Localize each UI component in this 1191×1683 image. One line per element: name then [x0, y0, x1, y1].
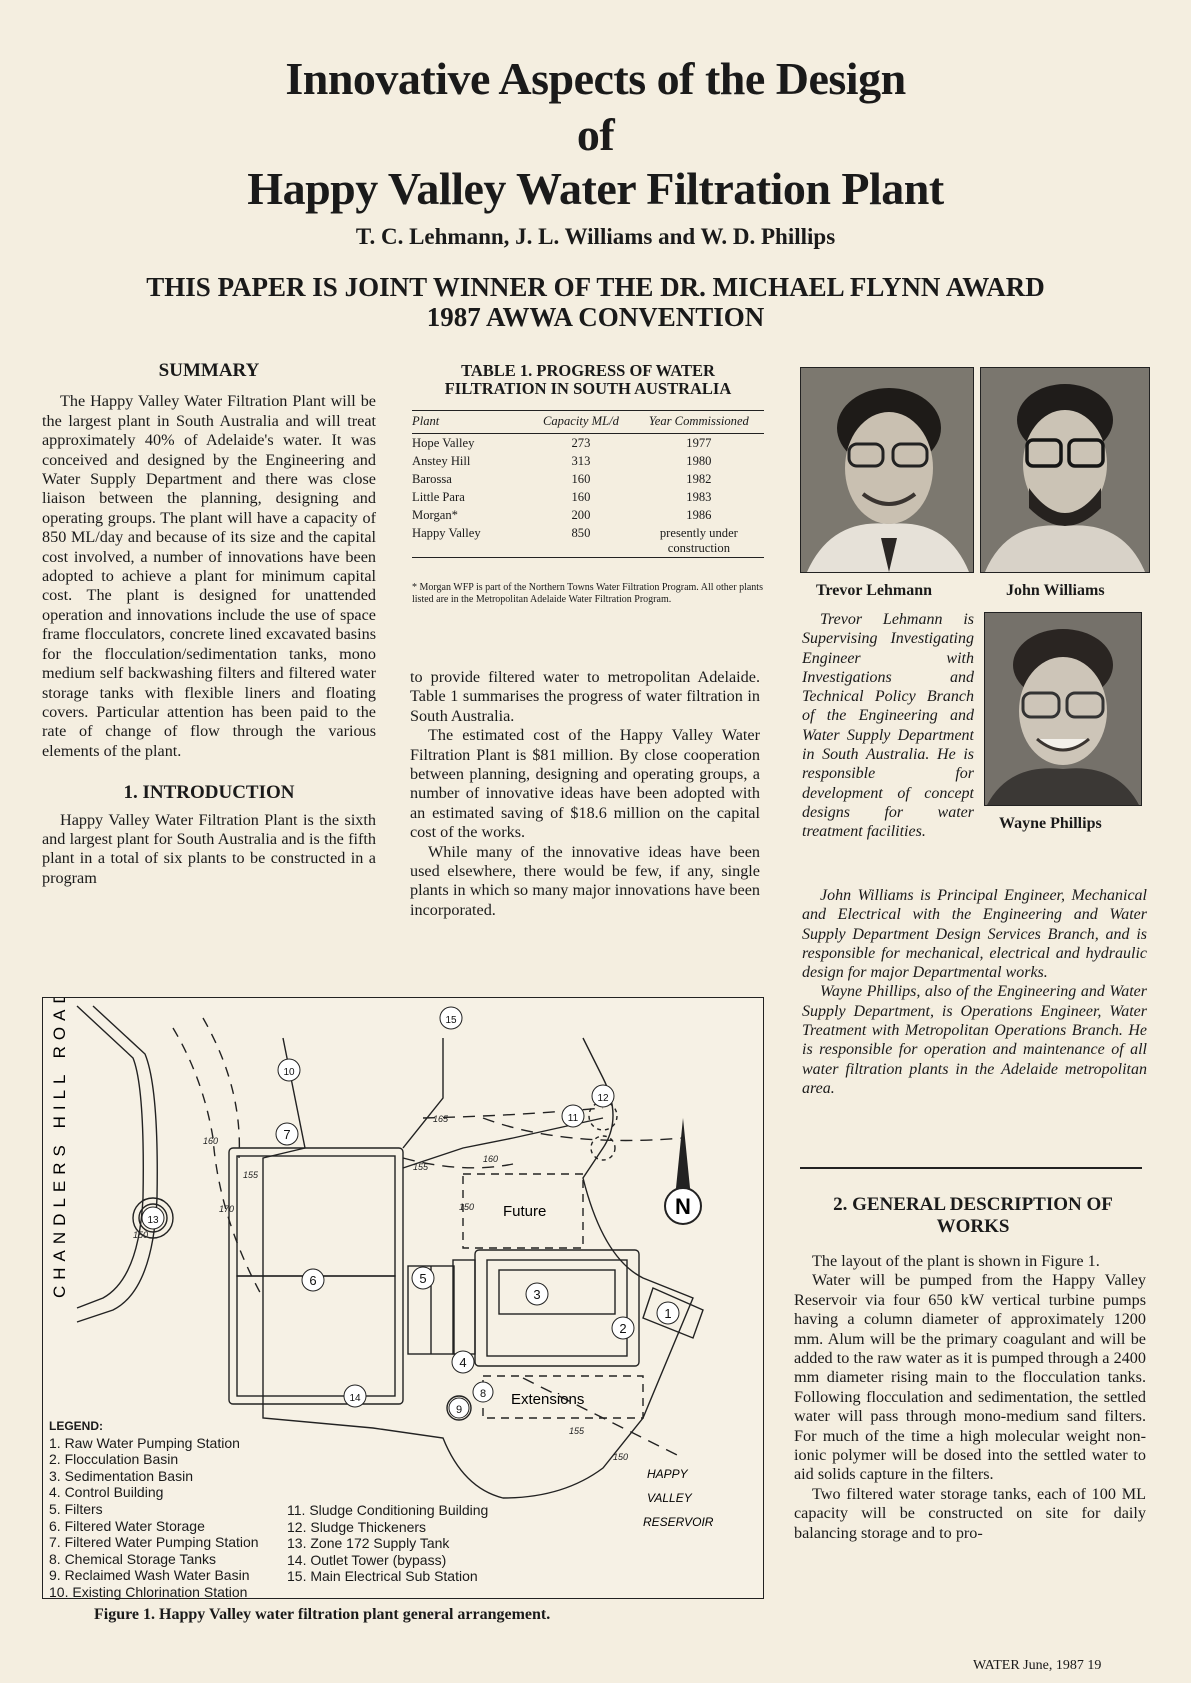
table-cell-plant: Hope Valley	[412, 435, 475, 450]
table-header-plant: Plant	[412, 411, 528, 434]
svg-text:2: 2	[619, 1321, 627, 1336]
col2-paragraph-3: While many of the innovative ideas have been used elsewhere, there would be few, if any, single plants in which so many major innovations have been incorporated.	[410, 842, 760, 919]
svg-text:6: 6	[309, 1273, 317, 1288]
table-cell-capacity: 200	[571, 507, 591, 522]
svg-text:5: 5	[419, 1271, 427, 1286]
photo-phillips	[984, 612, 1142, 806]
callout-15	[440, 1007, 462, 1029]
svg-text:15: 15	[445, 1015, 457, 1026]
legend-item: 4. Control Building	[49, 1484, 164, 1501]
table-cell-plant: Little Para	[412, 489, 465, 504]
callout-3	[526, 1283, 548, 1305]
table-header-row	[412, 411, 764, 434]
contour-label: 170	[219, 1204, 235, 1214]
table-cell-year: 1986	[686, 507, 712, 522]
table-row	[412, 452, 764, 470]
intro-heading: 1. INTRODUCTION	[123, 782, 295, 804]
portrait-phillips-image	[985, 613, 1141, 805]
legend-item: 12. Sludge Thickeners	[287, 1518, 427, 1535]
callout-7	[276, 1123, 298, 1145]
bio-lehmann-wrap	[802, 610, 974, 895]
figure-caption: Figure 1. Happy Valley water filtration plant general arrangement.	[94, 1606, 551, 1623]
svg-text:8: 8	[479, 1388, 487, 1400]
legend-item: 8. Chemical Storage Tanks	[49, 1550, 217, 1567]
table-cell-year: 1980	[686, 453, 712, 468]
callout-10	[278, 1059, 300, 1081]
column-1	[42, 360, 376, 888]
bio-lehmann: Trevor Lehmann is Supervising Investigating Engineer with Investigations and Technical Policy Branch of the Engineering and Water Supply Department in South Australia. He is responsible for development of concept designs for water treatment facilities.	[802, 611, 974, 841]
callout-6	[302, 1269, 324, 1291]
svg-text:7: 7	[283, 1127, 291, 1142]
page-footer: WATER June, 1987 19	[973, 1658, 1102, 1673]
contour-label: 160	[203, 1136, 219, 1146]
legend-item: 1. Raw Water Pumping Station	[49, 1434, 240, 1451]
legend-title: LEGEND:	[49, 1419, 103, 1433]
svg-text:1: 1	[664, 1306, 672, 1321]
contour-label: 150	[613, 1452, 629, 1462]
reservoir-label-3: RESERVOIR	[643, 1515, 714, 1529]
table-cell-plant: Happy Valley	[412, 524, 528, 558]
award-banner	[0, 272, 1191, 332]
reservoir-label-1: HAPPY	[647, 1467, 688, 1481]
legend-left	[49, 1418, 259, 1601]
authors: T. C. Lehmann, J. L. Williams and W. D. Phillips	[355, 224, 836, 249]
table-header-capacity: Capacity ML/d	[528, 411, 634, 434]
north-label: N	[675, 1194, 691, 1219]
contour-label: 155	[413, 1162, 429, 1172]
table-cell-capacity: 160	[571, 471, 591, 486]
contour-label: 155	[243, 1170, 259, 1180]
contour-label: 165	[433, 1114, 449, 1124]
figure-1-plan	[42, 997, 764, 1599]
contour-label: 160	[483, 1154, 499, 1164]
table-cell-year: 1983	[686, 489, 712, 504]
award-line-1: THIS PAPER IS JOINT WINNER OF THE DR. MICHAEL FLYNN AWARD	[146, 272, 1045, 302]
table-row	[412, 434, 764, 453]
legend-item: 11. Sludge Conditioning Building	[287, 1502, 489, 1518]
table-row	[412, 488, 764, 506]
contour-label: 150	[459, 1202, 475, 1212]
legend-item: 2. Flocculation Basin	[49, 1451, 179, 1468]
portrait-lehmann-image	[801, 368, 973, 572]
table-cell-plant: Anstey Hill	[412, 453, 471, 468]
svg-text:14: 14	[349, 1393, 361, 1404]
table-header-year: Year Commissioned	[634, 411, 764, 434]
table-cell-capacity: 160	[571, 489, 591, 504]
photo-lehmann	[800, 367, 974, 573]
table-row	[412, 470, 764, 488]
bio-phillips: Wayne Phillips, also of the Engineering and Water Supply Department, is Operations Engineer, Water Treatment with Metropolitan Operations Branch. He is responsible for operation and maintenance of all water filtration plants in the Adelaide metropolitan area.	[802, 983, 1147, 1097]
legend-item: 7. Filtered Water Pumping Station	[49, 1534, 259, 1551]
reservoir-label-2: VALLEY	[647, 1491, 692, 1505]
callout-9	[449, 1398, 469, 1418]
svg-text:9: 9	[455, 1404, 463, 1416]
table-title: TABLE 1. PROGRESS OF WATER FILTRATION IN SOUTH AUSTRALIA	[444, 361, 732, 398]
table-cell-year: presently under construction	[634, 524, 764, 558]
road-label: CHANDLERS HILL ROAD	[50, 998, 69, 1298]
callout-14	[344, 1385, 366, 1407]
legend-item: 15. Main Electrical Sub Station	[287, 1568, 478, 1585]
callout-5	[412, 1267, 434, 1289]
title-line-1: Innovative Aspects of the Design	[285, 53, 906, 104]
table-cell-plant: Barossa	[412, 471, 452, 486]
col2-paragraph-1: to provide filtered water to metropolitan Adelaide. Table 1 summarises the progress of water filtration in South Australia.	[410, 668, 760, 725]
table-cell-year: 1977	[686, 435, 712, 450]
general-paragraph-1: The layout of the plant is shown in Figure 1.	[812, 1252, 1100, 1270]
extensions-label: Extensions	[511, 1391, 585, 1408]
title-line-2: of	[576, 109, 615, 160]
column-3	[794, 1252, 1146, 1543]
svg-text:4: 4	[459, 1355, 467, 1370]
svg-text:10: 10	[283, 1067, 295, 1078]
bio-divider	[800, 1167, 1142, 1169]
legend-item: 9. Reclaimed Wash Water Basin	[49, 1567, 250, 1584]
svg-text:11: 11	[567, 1113, 579, 1124]
caption-phillips: Wayne Phillips	[999, 815, 1102, 832]
portrait-williams-image	[981, 368, 1149, 572]
callout-13	[142, 1207, 164, 1229]
general-heading: 2. GENERAL DESCRIPTION OF WORKS	[833, 1194, 1113, 1237]
legend-item: 5. Filters	[49, 1500, 103, 1517]
callout-1	[657, 1302, 679, 1324]
general-paragraph-2: Water will be pumped from the Happy Valley Reservoir via four 650 kW vertical turbine pumps having a column diameter of approximately 1200 mm. Alum will be the primary coagulant and will be added to the raw water as it is pumped through a 2400 mm diameter rising main to the flocculation tanks. Following flocculation and sedimentation, the settled water will pass through mono-medium sand filters. For much of the time a high molecular weight non-ionic polymer will be dosed into the settled water to aid solids capture in the filters.	[794, 1271, 1146, 1484]
intro-text: Happy Valley Water Filtration Plant is the sixth and largest plant for South Australia and is the fifth plant in a total of six plants to be constructed in a program	[42, 810, 376, 887]
bios-full-width	[802, 886, 1147, 1098]
callout-12	[592, 1085, 614, 1107]
legend-item: 3. Sedimentation Basin	[49, 1467, 193, 1484]
table-cell-capacity: 850	[528, 524, 634, 558]
table-cell-capacity: 273	[571, 435, 591, 450]
legend-item: 6. Filtered Water Storage	[49, 1517, 205, 1534]
callout-11	[562, 1105, 584, 1127]
general-paragraph-3: Two filtered water storage tanks, each of 100 ML capacity will be constructed on site for daily balancing storage and to pro-	[794, 1484, 1146, 1542]
svg-text:12: 12	[597, 1093, 609, 1104]
caption-williams: John Williams	[1006, 582, 1105, 599]
summary-text: The Happy Valley Water Filtration Plant will be the largest plant in South Australia and will treat approximately 40% of Adelaide's water. It was conceived and designed by the Engineering and Water Supply Department and there was close liaison between the planning, designing and operating groups. The plant will have a capacity of 850 ML/day and because of its size and the capital cost involved, a number of innovations have been adopted to achieve a plant for minimum capital cost. The plant is designed for unattended operation and innovations include the use of space frame flocculators, concrete lined excavated basins for the flocculation/sedimentation tanks, mono medium self backwashing filters and filtered water storage tanks with flexible liners and floating covers. Particular attention has been paid to the rate of change of flow through the various elements of the plant.	[42, 392, 376, 760]
table-row	[412, 506, 764, 524]
legend-item: 13. Zone 172 Supply Tank	[287, 1535, 450, 1552]
callout-2	[612, 1317, 634, 1339]
north-arrow-icon	[665, 1118, 701, 1224]
contour-label: 150	[133, 1230, 149, 1240]
col2-paragraph-2: The estimated cost of the Happy Valley Water Filtration Plant is $81 million. By close cooperation between planning, designing and operating groups, a number of innovative ideas have been adopted with an estimated saving of $18.6 million on the capital cost of the works.	[410, 726, 760, 842]
svg-text:13: 13	[147, 1215, 159, 1226]
photo-williams	[980, 367, 1150, 573]
table-cell-capacity: 313	[571, 453, 591, 468]
title-line-3: Happy Valley Water Filtration Plant	[247, 163, 944, 214]
callout-8	[473, 1382, 493, 1402]
future-label: Future	[503, 1203, 547, 1220]
callout-4	[452, 1351, 474, 1373]
bio-williams: John Williams is Principal Engineer, Mechanical and Electrical with the Engineering and Water Supply Department Design Services Branch, and is responsible for mechanical, electrical and hydraulic design for major Departmental works.	[802, 887, 1147, 982]
progress-table	[412, 410, 764, 558]
caption-lehmann: Trevor Lehmann	[816, 582, 933, 599]
table-cell-year: 1982	[686, 471, 712, 486]
table-footnote: * Morgan WFP is part of the Northern Towns Water Filtration Program. All other plants listed are in the Metropolitan Adelaide Water Filtration Program.	[412, 582, 763, 605]
legend-item: 14. Outlet Tower (bypass)	[287, 1551, 447, 1568]
legend-right	[287, 1502, 488, 1585]
legend-item: 10. Existing Chlorination Station	[49, 1583, 248, 1600]
table-cell-plant: Morgan*	[412, 507, 458, 522]
column-2	[410, 668, 760, 920]
summary-heading: SUMMARY	[158, 360, 260, 381]
svg-text:3: 3	[533, 1287, 541, 1302]
table-row	[412, 524, 764, 558]
contour-label: 155	[569, 1426, 585, 1436]
award-line-2: 1987 AWWA CONVENTION	[426, 302, 765, 332]
